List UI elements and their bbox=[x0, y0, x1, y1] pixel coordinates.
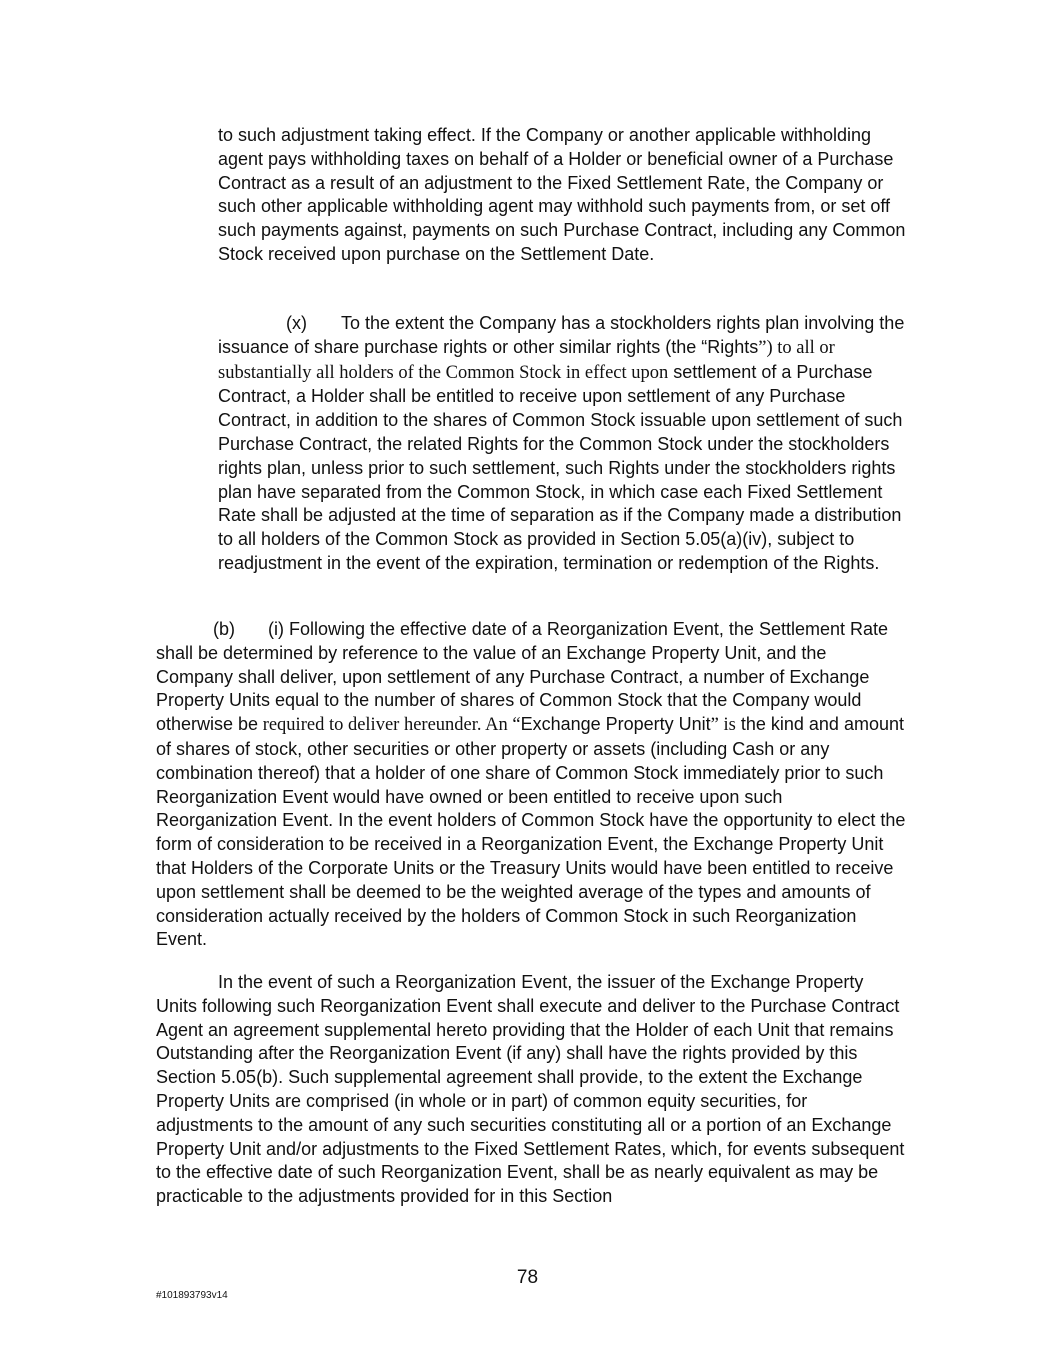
paragraph-x bbox=[218, 312, 908, 576]
paragraph-b-text-5: the kind and amount of shares of stock, other securities or other property or assets (including Cash or any combination thereof) that a holder of one share of Common Stock immediately prior to such Reorganization Event would have owned or been entitled to receive upon such Reorganization Event. In the event holders of Common Stock have the opportunity to elect the form of consideration to be received in a Reorganization Event, the Exchange Property Unit that Holders of the Corporate Units or the Treasury Units would have been entitled to receive upon settlement shall be deemed to be the weighted average of the types and amounts of consideration actually received by the holders of Common Stock in such Reorganization Event. bbox=[156, 714, 906, 950]
paragraph-x-text-2: ”) to all or substantially all holders of the Common Stock in effect upon bbox=[218, 337, 835, 383]
paragraph-b-label: (b) bbox=[213, 619, 235, 639]
paragraph-reorganization-event bbox=[156, 971, 906, 1209]
paragraph-x-text-3: settlement of a Purchase Contract, a Holder shall be entitled to receive upon settlement of any Purchase Contract, in addition to the shares of Common Stock issuable upon settlement of such Purchase Contract, the related Rights for the Common Stock under the stockholders rights plan, unless prior to such settlement, such Rights under the stockholders rights plan have separated from the Common Stock, in which case each Fixed Settlement Rate shall be adjusted at the time of separation as if the Company made a distribution to all holders of the Common Stock as provided in Section 5.05(a)(iv), subject to readjustment in the event of the expiration, termination or redemption of the Rights. bbox=[218, 361, 903, 573]
page-number: 78 bbox=[516, 1267, 539, 1288]
paragraph-b-defined-term: Exchange Property Unit bbox=[520, 714, 711, 735]
paragraph-x-text-1: To the extent the Company has a stockholders rights plan involving the issuance of share purchase rights or other similar rights (the “Rights bbox=[218, 313, 905, 357]
paragraph-continuation: to such adjustment taking effect. If the Company or another applicable withholding agent pays withholding taxes on behalf of a Holder or beneficial owner of a Purchase Contract as a result of an adjustment to the Fixed Settlement Rate, the Company or such other applicable withholding agent may withhold such payments from, or set off such payments against, payments on such Purchase Contract, including any Common Stock received upon purchase on the Settlement Date. bbox=[218, 125, 906, 264]
paragraph-b-text-1: (i) Following the effective date of a Reorganization Event, the Settlement Rate shall be determined by reference to the value of an Exchange Property Unit, and the Company shall deliver, upon settlement of any Purchase Contract, a number of Exchange Property Units equal to the number of shares of Common Stock that the Company would otherwise be bbox=[156, 619, 889, 735]
document-id: #101893793v14 bbox=[156, 1290, 228, 1301]
paragraph-b bbox=[156, 618, 906, 952]
paragraph-b-text-4: ” is bbox=[710, 715, 736, 736]
paragraph-x-label: (x) bbox=[286, 313, 307, 333]
paragraph-b-text-2: required to deliver hereunder. An “ bbox=[258, 715, 521, 736]
paragraph-reorganization-event-text: In the event of such a Reorganization Event, the issuer of the Exchange Property Units following such Reorganization Event shall execute and deliver to the Purchase Contract Agent an agreement supplemental hereto providing that the Holder of each Unit that remains Outstanding after the Reorganization Event (if any) shall have the rights provided by this Section 5.05(b). Such supplemental agreement shall provide, to the extent the Exchange Property Units are comprised (in whole or in part) of common equity securities, for adjustments to the amount of any such securities constituting all or a portion of an Exchange Property Unit and/or adjustments to the Fixed Settlement Rates, which, for events subsequent to the effective date of such Reorganization Event, shall be as nearly equivalent as may be practicable to the adjustments provided for in this Section bbox=[156, 972, 905, 1207]
